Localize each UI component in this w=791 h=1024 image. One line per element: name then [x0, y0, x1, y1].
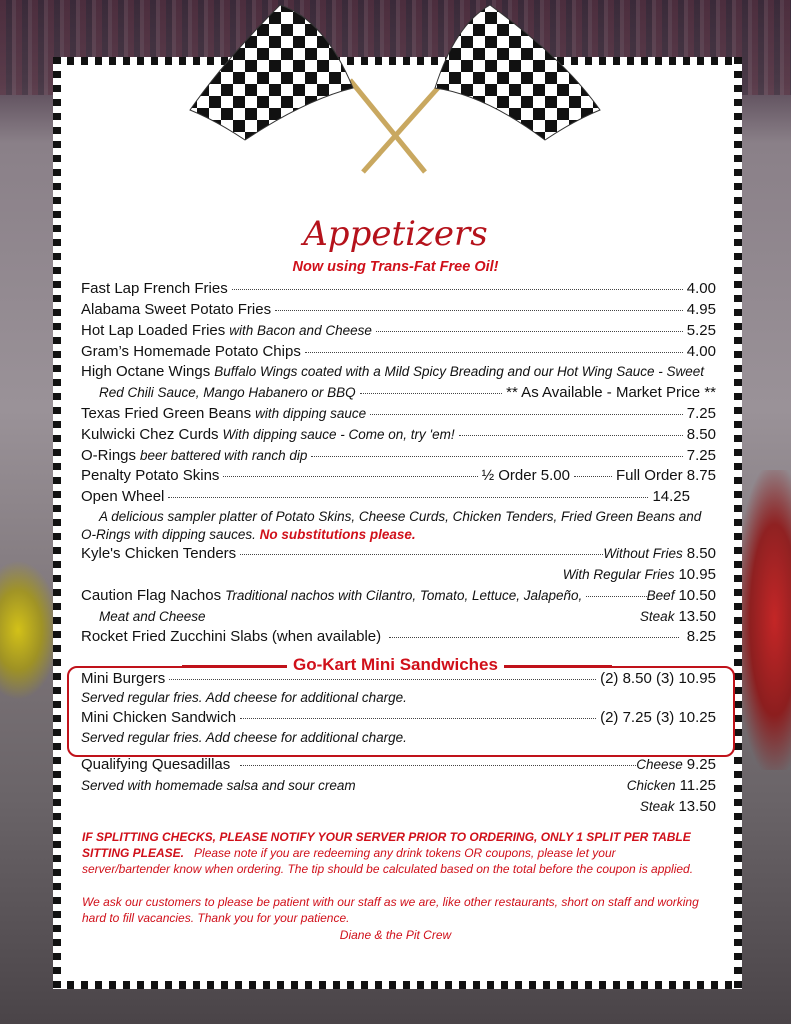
item-option-label: Cheese [636, 757, 683, 772]
dot-leader [305, 352, 683, 353]
dot-leader [360, 393, 503, 394]
item-name: Penalty Potato Skins [81, 467, 220, 484]
item-description: Buffalo Wings coated with a Mild Spicy Breading and our Hot Wing Sauce - Sweet [214, 364, 704, 379]
item-option-label: Beef [646, 588, 675, 603]
item-note: Served regular fries. Add cheese for additional charge. [81, 730, 407, 745]
menu-item [81, 587, 716, 604]
checkered-border-bottom [53, 981, 742, 989]
checkered-flags-icon [185, 0, 605, 175]
item-name: Mini Burgers [81, 670, 166, 687]
item-option-label: With Regular Fries [562, 567, 675, 582]
item-half-price: ½ Order 5.00 [481, 467, 570, 484]
dot-leader [586, 596, 646, 597]
menu-item [81, 545, 716, 562]
item-name: Fast Lap French Fries [81, 280, 228, 297]
item-name: Kyle's Chicken Tenders [81, 545, 237, 562]
item-name: Qualifying Quesadillas [81, 756, 231, 773]
menu-item-option [81, 777, 716, 794]
dot-leader [223, 476, 477, 477]
menu-item [81, 670, 716, 687]
item-description: Served with homemade salsa and sour cream [81, 778, 356, 793]
item-description: with Bacon and Cheese [229, 323, 372, 338]
footer-notice-text: Please note if you are redeeming any drink tokens OR coupons, please let your [194, 846, 616, 860]
dot-leader [459, 435, 683, 436]
signature: Diane & the Pit Crew [339, 928, 452, 942]
item-name: Texas Fried Green Beans [81, 405, 252, 422]
item-option-label: Steak [639, 609, 675, 624]
checkered-border-left [53, 57, 61, 989]
item-note-warning: No substitutions please. [259, 527, 416, 542]
item-name: Alabama Sweet Potato Fries [81, 301, 272, 318]
dot-leader [574, 476, 612, 477]
menu-item [81, 301, 716, 318]
item-price: 8.25 [686, 628, 716, 645]
item-name: O-Rings [81, 447, 137, 464]
menu-item [81, 280, 716, 297]
footer-message-text: We ask our customers to please be patient with our staff as we are, like other restaurants, short on staff and working [82, 895, 699, 909]
item-name: Hot Lap Loaded Fries [81, 322, 226, 339]
dot-leader [311, 456, 682, 457]
item-name: High Octane Wings [81, 363, 211, 380]
menu-item [81, 363, 716, 380]
item-price: 13.50 [678, 798, 716, 815]
item-price: 10.95 [678, 566, 716, 583]
menu-item [81, 343, 716, 360]
item-price: 13.50 [678, 608, 716, 625]
item-price: 9.25 [686, 756, 716, 773]
item-price: (2) 8.50 (3) 10.95 [600, 670, 716, 687]
item-name: Caution Flag Nachos [81, 587, 222, 604]
item-name: Mini Chicken Sandwich [81, 709, 237, 726]
item-name: Kulwicki Chez Curds [81, 426, 219, 443]
menu-item [81, 467, 716, 484]
item-note: A delicious sampler platter of Potato Skins, Cheese Curds, Chicken Tenders, Fried Green Beans and [99, 509, 702, 524]
item-price: 7.25 [686, 447, 716, 464]
section-title-text: Go-Kart Mini Sandwiches [287, 655, 504, 674]
item-price: (2) 7.25 (3) 10.25 [600, 709, 716, 726]
item-price: 14.25 [652, 488, 690, 505]
dot-leader [376, 331, 683, 332]
item-price: 8.50 [686, 426, 716, 443]
dot-leader [169, 679, 596, 680]
page-subtitle: Now using Trans-Fat Free Oil! [292, 259, 499, 275]
item-price: 4.00 [686, 343, 716, 360]
dot-leader [389, 637, 679, 638]
menu-item-continued [99, 608, 716, 625]
page-title: Appetizers [303, 214, 488, 254]
menu-item-option [81, 798, 716, 815]
footer-notice-text: server/bartender know when ordering. The tip should be calculated based on the total before the coupon is applied. [82, 862, 694, 876]
item-description: Red Chili Sauce, Mango Habanero or BBQ [99, 385, 356, 400]
footer-message [82, 894, 714, 926]
item-price: 10.50 [678, 587, 716, 604]
dot-leader [370, 414, 683, 415]
item-description: beer battered with ranch dip [140, 448, 308, 463]
item-note [81, 526, 711, 544]
item-price: 5.25 [686, 322, 716, 339]
item-price: 11.25 [679, 777, 716, 794]
menu-item [81, 756, 716, 773]
menu-item [81, 322, 716, 339]
item-name: Gram’s Homemade Potato Chips [81, 343, 301, 360]
item-price: 4.95 [686, 301, 716, 318]
menu-item-continued [99, 384, 716, 401]
item-name: Open Wheel [81, 488, 165, 505]
menu-item [81, 628, 716, 645]
background-race-car-left [0, 560, 60, 700]
item-name: Rocket Fried Zucchini Slabs (when available) [81, 628, 382, 645]
dot-leader [168, 497, 648, 498]
checkered-border-right [734, 57, 742, 989]
dot-leader [275, 310, 683, 311]
menu-item [81, 709, 716, 726]
dot-leader [232, 289, 683, 290]
dot-leader [240, 554, 603, 555]
menu-item [81, 447, 716, 464]
item-note-text: O-Rings with dipping sauces. [81, 527, 256, 542]
item-description: Traditional nachos with Cilantro, Tomato, Lettuce, Jalapeño, [225, 588, 583, 603]
menu-item [81, 426, 716, 443]
item-description: Meat and Cheese [99, 609, 206, 624]
item-description: With dipping sauce - Come on, try 'em! [222, 427, 455, 442]
item-price: 4.00 [686, 280, 716, 297]
item-note: Served regular fries. Add cheese for additional charge. [81, 690, 407, 705]
menu-item-option [81, 566, 716, 583]
dot-leader [240, 765, 636, 766]
item-option-label: Without Fries [603, 546, 683, 561]
item-price: 7.25 [686, 405, 716, 422]
menu-item [81, 488, 716, 505]
menu-item [81, 405, 716, 422]
footer-message-text: hard to fill vacancies. Thank you for your patience. [82, 911, 350, 925]
footer-notice-bold: IF SPLITTING CHECKS, PLEASE NOTIFY YOUR SERVER PRIOR TO ORDERING, ONLY 1 SPLIT PER TABLE [82, 830, 691, 844]
item-option-label: Steak [639, 799, 675, 814]
item-description: with dipping sauce [255, 406, 367, 421]
footer-notice [82, 829, 714, 877]
footer-notice-bold: SITTING PLEASE. [82, 846, 185, 860]
item-price: ** As Available - Market Price ** [506, 384, 716, 401]
background-race-car-right [736, 470, 791, 770]
item-price: Full Order 8.75 [615, 467, 716, 484]
item-option-label: Chicken [626, 778, 676, 793]
dot-leader [240, 718, 596, 719]
item-price: 8.50 [686, 545, 716, 562]
